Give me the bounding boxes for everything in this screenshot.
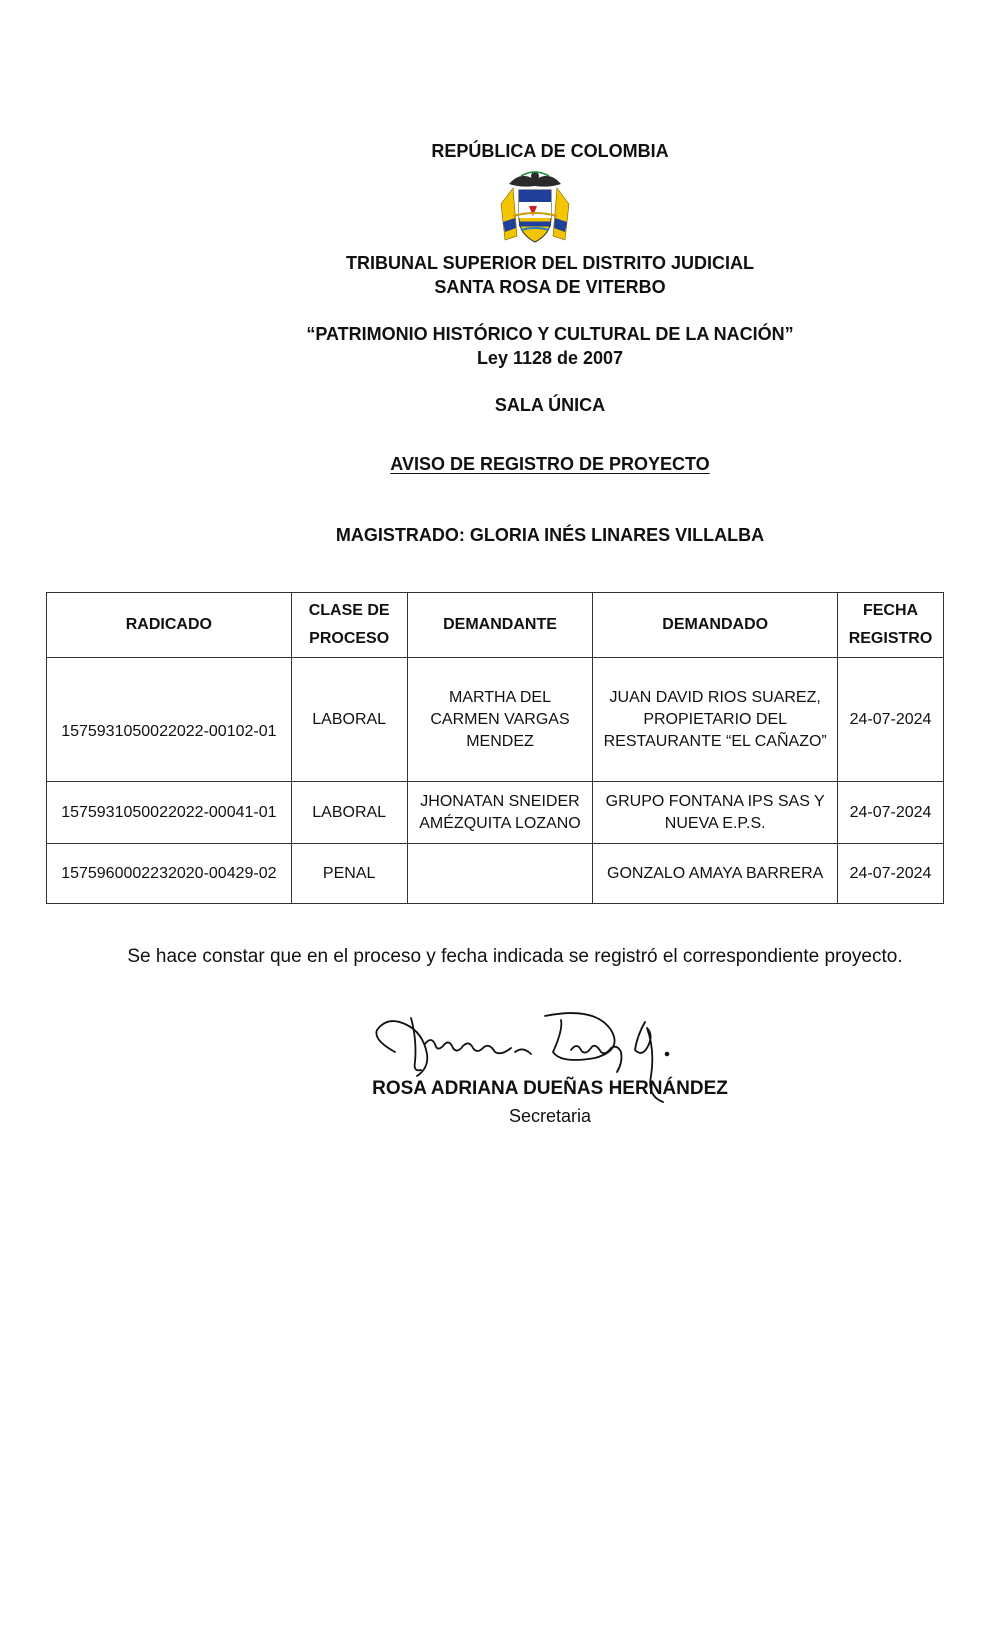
cell-demandante: JHONATAN SNEIDER AMÉZQUITA LOZANO (407, 782, 593, 844)
cell-demandante: MARTHA DEL CARMEN VARGAS MENDEZ (407, 658, 593, 782)
cell-clase: LABORAL (291, 782, 407, 844)
cell-demandante (407, 844, 593, 904)
header-demandante: DEMANDANTE (407, 593, 593, 658)
signer-name: ROSA ADRIANA DUEÑAS HERNÁNDEZ (372, 1078, 728, 1099)
country-heading: REPÚBLICA DE COLOMBIA (431, 141, 669, 161)
cell-radicado: 1575931050022022-00102-01 (47, 658, 292, 782)
cell-fecha: 24-07-2024 (837, 782, 943, 844)
header-clase-proceso (291, 593, 407, 658)
court-name-line: TRIBUNAL SUPERIOR DEL DISTRITO JUDICIAL (345, 253, 755, 273)
header-fecha-line1: FECHA (862, 602, 919, 619)
cell-fecha: 24-07-2024 (837, 844, 943, 904)
cell-demandado: GRUPO FONTANA IPS SAS Y NUEVA E.P.S. (593, 782, 838, 844)
table-header-row (47, 593, 944, 658)
header-demandado: DEMANDADO (593, 593, 838, 658)
law-line: Ley 1128 de 2007 (476, 348, 624, 368)
chamber-heading: SALA ÚNICA (494, 395, 606, 415)
signer-role: Secretaria (508, 1106, 592, 1126)
table-row (47, 844, 944, 904)
cell-fecha: 24-07-2024 (837, 658, 943, 782)
heritage-line: “PATRIMONIO HISTÓRICO Y CULTURAL DE LA NACIÓN” (306, 324, 794, 344)
heritage-heading (0, 322, 1000, 370)
colombia-coat-of-arms-icon (495, 166, 575, 248)
table-row (47, 782, 944, 844)
header-clase-line1: CLASE DE (308, 602, 390, 619)
cell-demandado: GONZALO AMAYA BARRERA (593, 844, 838, 904)
header-radicado: RADICADO (47, 593, 292, 658)
court-heading (0, 251, 1000, 299)
cell-radicado: 1575960002232020-00429-02 (47, 844, 292, 904)
cell-clase: PENAL (291, 844, 407, 904)
certification-statement: Se hace constar que en el proceso y fecha indicada se registró el correspondiente proyecto. (127, 946, 903, 967)
project-registry-table (46, 592, 944, 904)
cell-clase: LABORAL (291, 658, 407, 782)
judge-heading: MAGISTRADO: GLORIA INÉS LINARES VILLALBA (335, 525, 765, 545)
header-clase-line2: PROCESO (309, 630, 390, 647)
court-city-line: SANTA ROSA DE VITERBO (434, 277, 666, 297)
cell-radicado: 1575931050022022-00041-01 (47, 782, 292, 844)
header-fecha-registro (837, 593, 943, 658)
notice-title (0, 452, 1000, 476)
cell-demandado: JUAN DAVID RIOS SUAREZ, PROPIETARIO DEL RESTAURANTE “EL CAÑAZO” (593, 658, 838, 782)
table-row (47, 658, 944, 782)
header-fecha-line2: REGISTRO (848, 630, 933, 647)
notice-title-text: AVISO DE REGISTRO DE PROYECTO (390, 454, 710, 474)
